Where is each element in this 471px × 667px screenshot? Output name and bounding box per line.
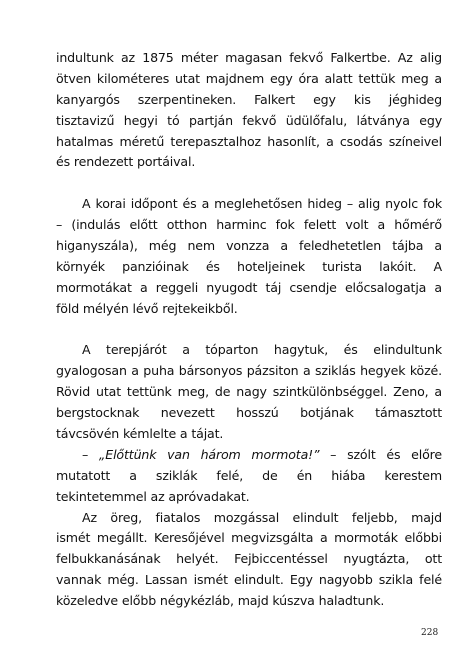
paragraph — [56, 194, 442, 319]
text-line: föld mélyén lévő rejtekeikből. — [56, 300, 238, 316]
text-line: A korai időpont és a meglehetősen hideg – alig nyolc fok — [82, 196, 442, 212]
paragraph — [56, 340, 442, 444]
text-line: felbukkanásának helyét. Fejbiccentéssel nyugtázta, ott — [56, 551, 442, 567]
text-line: bergstocknak nevezett hosszú botjának támasztott — [56, 405, 442, 421]
paragraph-gap — [56, 173, 442, 194]
body-text — [56, 48, 442, 612]
text-line: gyalogosan a puha bársonyos pázsiton a sziklás hegyek közé. — [56, 363, 442, 379]
page-number: 228 — [421, 628, 439, 638]
text-line: környék panzióinak és hoteljeinek turista lakóit. A — [56, 258, 442, 274]
text-line: hatalmas méretű terepasztalhoz hasonlít, a csodás színeivel — [56, 133, 442, 149]
text-line: vannak még. Lassan ismét elindult. Egy nagyobb szikla felé — [56, 572, 442, 588]
text-line: tekintetemmel az apróvadakat. — [56, 488, 250, 504]
text-line: és rendezett portáival. — [56, 154, 196, 170]
text-line: mormotákat a reggeli nyugodt táj csendje előcsalogatja a — [56, 279, 442, 295]
paragraph — [56, 48, 442, 173]
quoted-speech: „Előttünk van három mormota!” — [98, 446, 320, 462]
text-line: Rövid utat tettünk meg, de nagy szintkülönbséggel. Zeno, a — [56, 384, 442, 400]
text-line: – (indulás előtt otthon harminc fok felett volt a hőmérő — [56, 217, 442, 233]
text-line: távcsövén kémlelte a tájat. — [56, 426, 224, 442]
paragraph-gap — [56, 320, 442, 341]
text-line: – „Előttünk van három mormota!” – szólt és előre — [82, 446, 442, 462]
text-line: ismét megállt. Keresőjével megvizsgálta a mormoták előbbi — [56, 530, 442, 546]
text-line: ötven kilométeres utat majdnem egy óra alatt tettük meg a — [56, 70, 442, 86]
text-line: mutatott a sziklák felé, de én hiába kerestem — [56, 467, 442, 483]
text-line: higanyszála), még nem vonzza a feledhetetlen tájba a — [56, 238, 442, 254]
text-line: tisztavizű hegyi tó partján fekvő üdülőfalu, látványa egy — [56, 112, 442, 128]
text-line: kanyargós szerpentineken. Falkert egy kis jéghideg — [56, 91, 442, 107]
text-line: indultunk az 1875 méter magasan fekvő Falkertbe. Az alig — [56, 50, 442, 65]
paragraph — [56, 508, 442, 612]
text-line: A terepjárót a tóparton hagytuk, és elindultunk — [82, 342, 442, 358]
text-line: közeledve előbb négykézláb, majd kúszva haladtunk. — [56, 593, 385, 609]
text-line: Az öreg, fiatalos mozgással elindult feljebb, majd — [82, 509, 442, 525]
paragraph — [56, 445, 442, 508]
